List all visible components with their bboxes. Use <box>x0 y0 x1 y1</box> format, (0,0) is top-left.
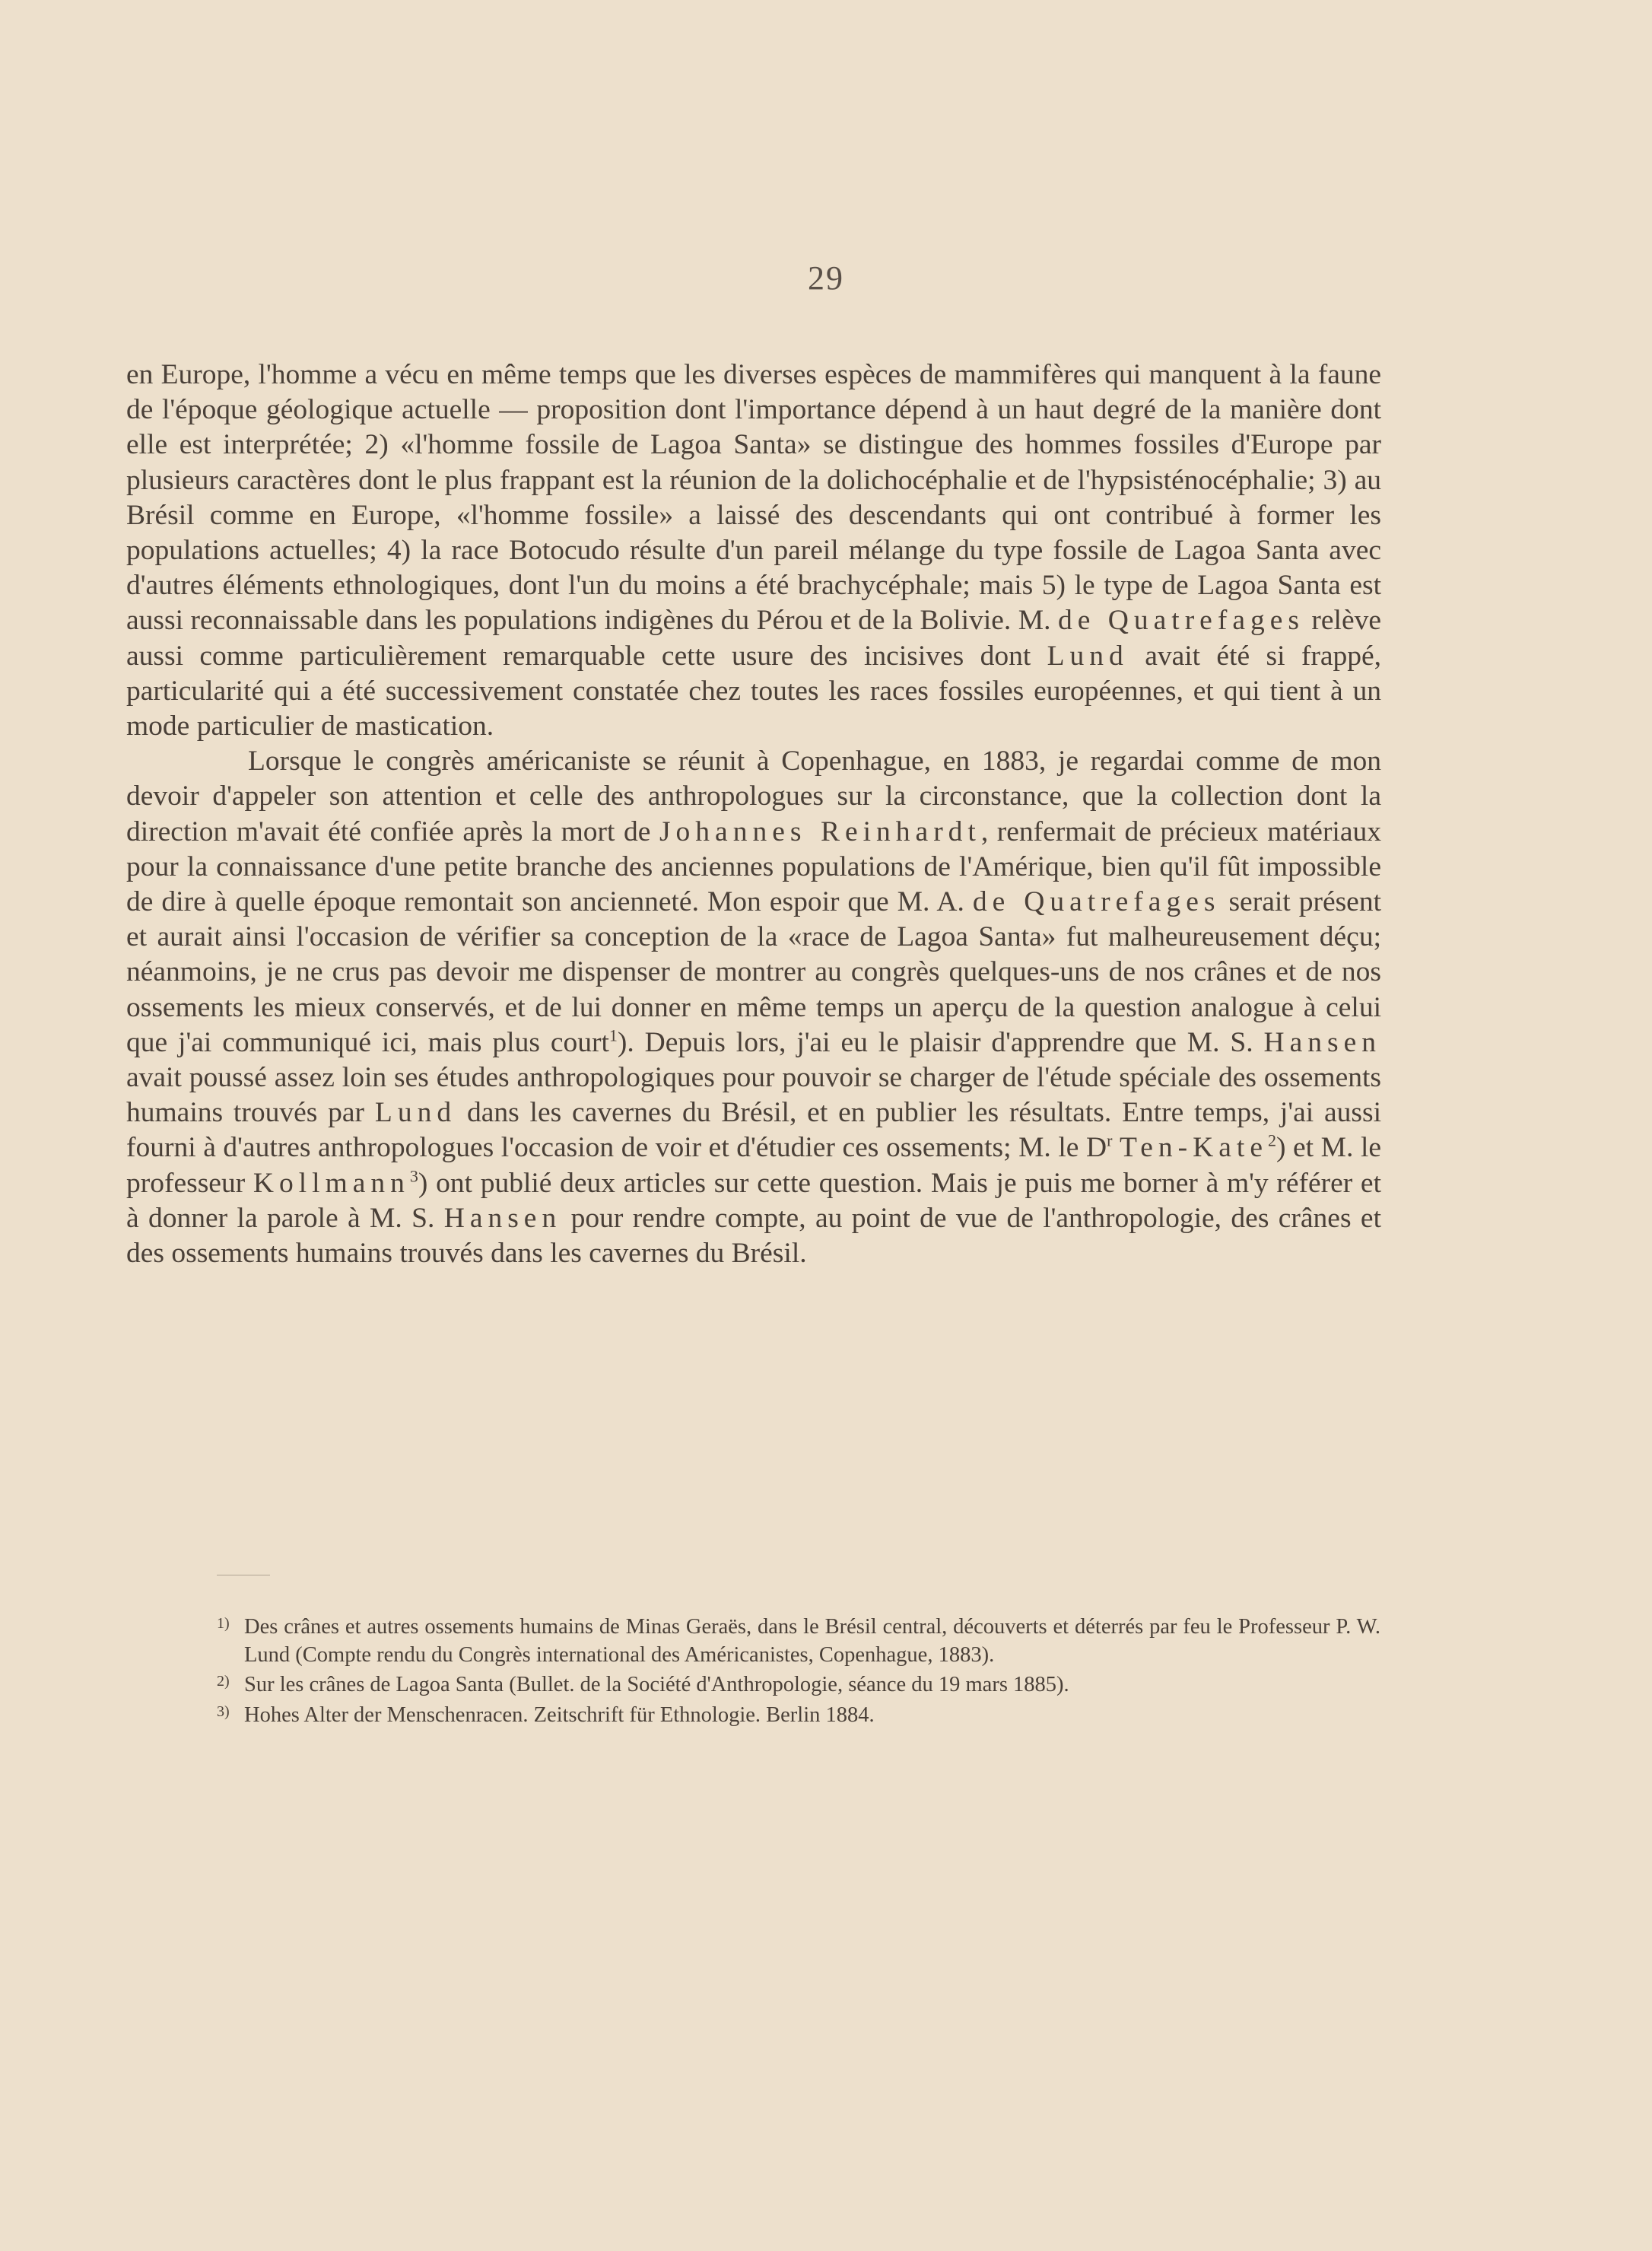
paragraph-2 <box>126 744 1381 1271</box>
footnotes <box>217 1613 1380 1731</box>
author-name: Hansen <box>443 1202 562 1234</box>
footnote-ref: 3 <box>409 1166 418 1186</box>
paragraph-1 <box>126 358 1381 744</box>
text-run: Lorsque le congrès américaniste se réunit à Copenhague, en 1883, je regardai comme de mon devoir d'appeler son attention et celle des anthropologues sur la circonstance, que la collection dont la direction m'avait été confiée après la mort de <box>126 746 1381 847</box>
footnote-marker: 3) <box>217 1703 230 1720</box>
footnote-text: Sur les crânes de Lagoa Santa (Bullet. de la Société d'Anthropologie, séance du 19 mars 1885). <box>244 1673 1069 1697</box>
footnote-item <box>217 1671 1380 1699</box>
footnote-text: Hohes Alter der Menschenracen. Zeitschrift für Ethnologie. Berlin 1884. <box>244 1703 875 1727</box>
text-run: , renfermait de précieux matériaux pour la connaissance d'une petite branche des anciennes populations de l'Amérique, bien qu'il fût impossible de dire à quelle époque remontait son ancienneté. Mon espoir que M. A. <box>126 816 1381 918</box>
page-number: 29 <box>808 259 844 297</box>
footnote-text: Des crânes et autres ossements humains de Minas Geraës, dans le Brésil central, découverts et déterrés par feu le Professeur P. W. Lund (Compte rendu du Congrès international des Américanistes, Copenhague, 1883). <box>244 1615 1380 1668</box>
footnote-item <box>217 1613 1380 1669</box>
text-run: relève aussi comme particulièrement remarquable cette usure des incisives dont <box>126 605 1382 672</box>
author-name: Lund <box>1047 640 1129 672</box>
main-text <box>126 358 1381 1271</box>
author-name: de Quatrefages <box>972 886 1221 918</box>
author-name: Hansen <box>1263 1026 1381 1058</box>
footnote-ref: 2 <box>1267 1130 1276 1150</box>
text-run: dans les cavernes du Brésil, et en publier les résultats. Entre temps, j'ai aussi fourni à d'autres anthropologues l'occasion de voir et d'étudier ces ossements; M. le D <box>126 1097 1382 1164</box>
author-name: Ten-Kate <box>1120 1132 1268 1164</box>
text-run: en Europe, l'homme a vécu en même temps que les diverses espèces de mammifères qui manquent à la faune de l'époque géologique actuelle — proposition dont l'importance dépend à un haut degré de la manière dont elle est interprétée; 2) «l'homme fossile de Lagoa Santa» se distingue des hommes fossiles d'Europe par plusieurs caractères dont le plus frappant est la réunion de la dolichocéphalie et de l'hypsisténocéphalie; 3) au Brésil comme en Europe, «l'homme fossile» a laissé des descendants qui ont contribué à former les populations actuelles; 4) la race Botocudo résulte d'un pareil mélange du type fossile de Lagoa Santa avec d'autres éléments ethnologiques, dont l'un du moins a été brachycéphale; mais 5) le type de Lagoa Santa est aussi reconnaissable dans les populations indigènes du Pérou et de la Bolivie. M. <box>126 359 1381 637</box>
author-name: Kollmann <box>253 1167 410 1199</box>
footnote-marker: 1) <box>217 1615 230 1632</box>
footnote-item <box>217 1701 1380 1729</box>
text-run: avait été si frappé, particularité qui a été successivement constatée chez toutes les races fossiles européennes, et qui tient à un mode particulier de mastication. <box>126 640 1382 742</box>
author-name: Lund <box>374 1097 457 1129</box>
text-run: serait présent et aurait ainsi l'occasion de vérifier sa conception de la «race de Lagoa Santa» fut malheureusement déçu; néanmoins, je ne crus pas devoir me dispenser de montrer au congrès quelques-uns de nos crânes et de nos ossements les mieux conservés, et de lui donner en même temps un aperçu de la question analogue à celui que j'ai communiqué ici, mais plus court <box>126 886 1381 1058</box>
text-run: ). Depuis lors, j'ai eu le plaisir d'apprendre que M. S. <box>617 1026 1253 1058</box>
footnote-marker: 2) <box>217 1673 230 1690</box>
footnote-ref: 1 <box>608 1025 618 1045</box>
text-run: avait poussé assez loin ses études anthropologiques pour pouvoir se charger de l'étude spéciale des ossements humains trouvés par <box>126 1062 1381 1129</box>
doctor-abbrev-sup: r <box>1107 1130 1113 1150</box>
text-run: ) ont publié deux articles sur cette question. Mais je puis me borner à m'y référer et à donner la parole à M. S. <box>126 1167 1381 1234</box>
text-run: ) et M. le professeur <box>126 1132 1382 1199</box>
text-run: pour rendre compte, au point de vue de l'anthropologie, des crânes et des ossements humains trouvés dans les cavernes du Brésil. <box>126 1202 1381 1270</box>
author-name: de Quatrefages <box>1057 605 1304 637</box>
author-name: Johannes Reinhardt <box>659 816 981 847</box>
